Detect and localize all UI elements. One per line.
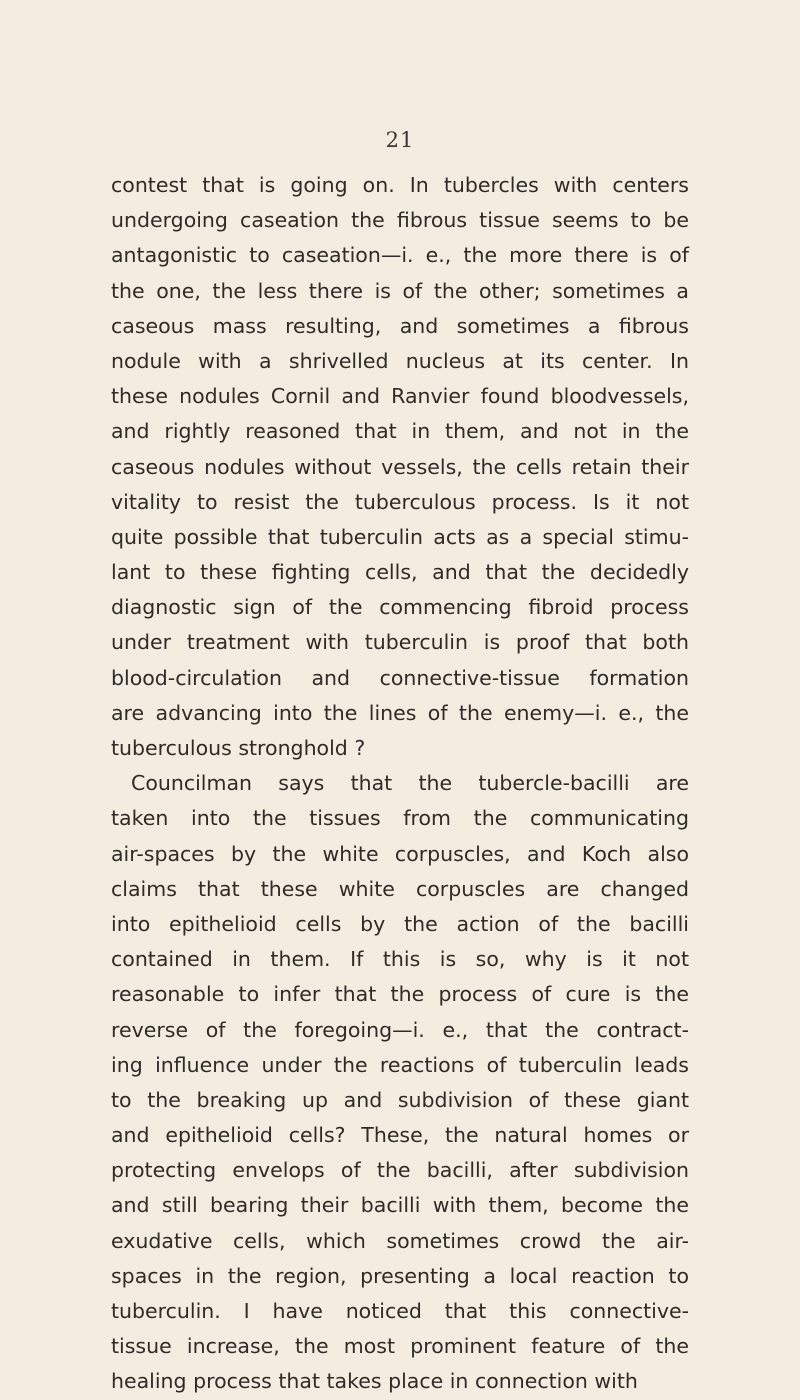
text-line: and rightly reasoned that in them, and not in the [111,419,689,444]
text-line: tuberculin. I have noticed that this connective- [111,1299,689,1323]
text-line: quite possible that tuberculin acts as a special stimu- [111,524,689,549]
page-number: 21 [385,128,415,152]
text-line: protecting envelops of the bacilli, after subdivision [111,1158,689,1183]
text-line: and still bearing their bacilli with them, become the [111,1193,689,1218]
text-line: and epithelioid cells? These, the natural homes or [111,1123,689,1148]
text-line: healing process that takes place in connection with [111,1369,638,1394]
text-line: air-spaces by the white corpuscles, and Koch also [111,841,689,866]
text-line: the one, the less there is of the other; sometimes a [111,278,689,303]
text-line: are advancing into the lines of the enemy—i. e., the [111,700,689,725]
text-line: to the breaking up and subdivision of these giant [111,1087,689,1112]
text-line: diagnostic sign of the commencing fibroid process [111,595,689,620]
text-line: caseous mass resulting, and sometimes a fibrous [111,313,689,338]
text-line: Councilman says that the tubercle-bacilli are [131,771,689,796]
text-line: spaces in the region, presenting a local reaction to [111,1263,689,1288]
text-line: reverse of the foregoing—i. e., that the contract- [111,1017,689,1042]
text-line: undergoing caseation the fibrous tissue seems to be [111,208,689,233]
text-line: blood-circulation and connective-tissue formation [111,665,689,690]
text-line: nodule with a shrivelled nucleus at its center. In [111,348,689,373]
text-line: lant to these fighting cells, and that the decidedly [111,560,689,585]
text-line: into epithelioid cells by the action of the bacilli [111,911,689,936]
text-line: taken into the tissues from the communicating [111,806,689,831]
text-line: ing influence under the reactions of tuberculin leads [111,1052,689,1077]
text-line: contest that is going on. In tubercles with centers [111,173,689,197]
text-line: antagonistic to caseation—i. e., the more there is of [111,243,689,268]
body-text [111,168,689,1400]
text-line: claims that these white corpuscles are changed [111,876,689,901]
text-line: these nodules Cornil and Ranvier found bloodvessels, [111,384,689,409]
text-line: contained in them. If this is so, why is it not [111,947,689,972]
text-line: tissue increase, the most prominent feature of the [111,1334,689,1359]
text-line: reasonable to infer that the process of cure is the [111,982,689,1007]
text-line: tuberculous stronghold ? [111,736,366,760]
text-line: exudative cells, which sometimes crowd the air- [111,1228,689,1253]
text-line: vitality to resist the tuberculous process. Is it not [111,489,689,514]
text-line: caseous nodules without vessels, the cells retain their [111,454,689,479]
text-line: under treatment with tuberculin is proof that both [111,630,689,655]
